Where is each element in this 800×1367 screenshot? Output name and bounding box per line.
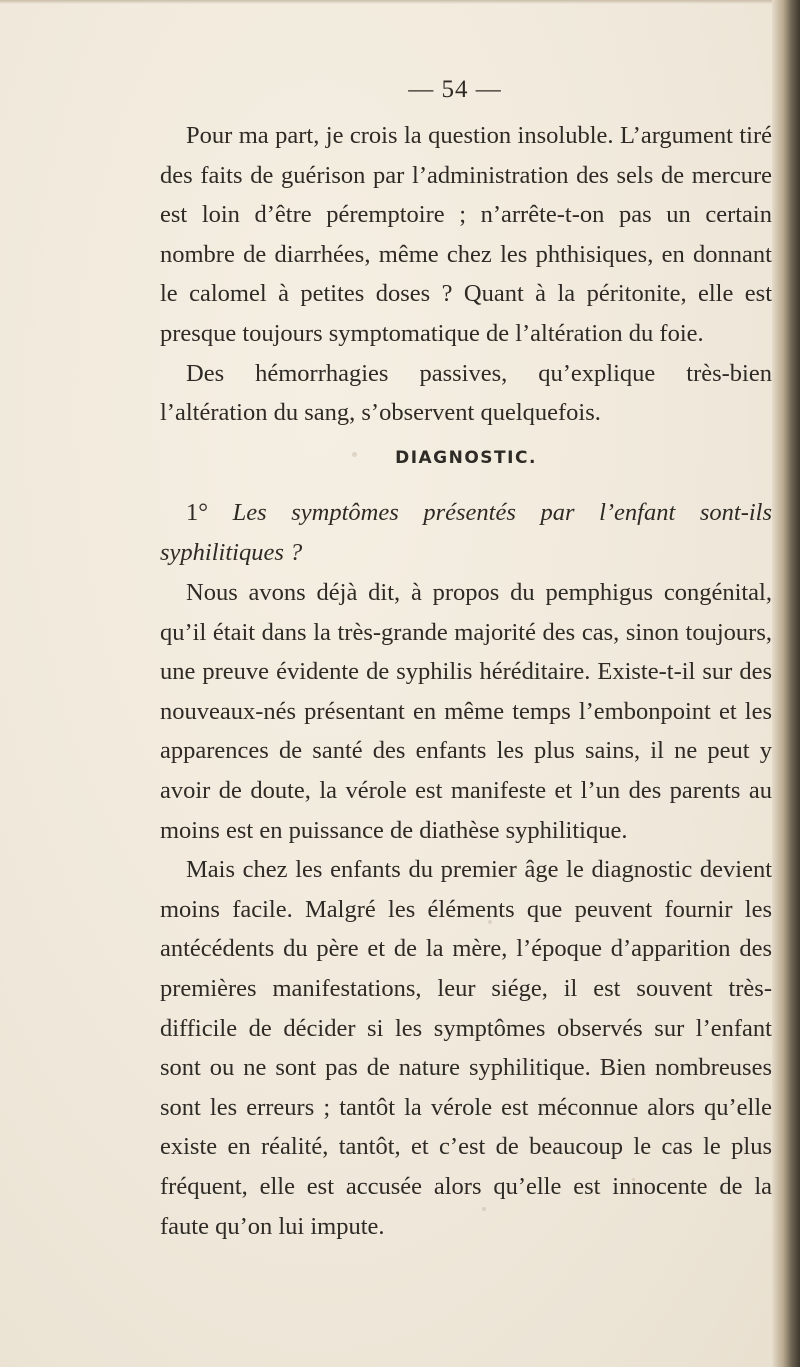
paragraph: Pour ma part, je crois la question insoluble. L’argument tiré des faits de guérison par l’administration des sels de mercure est loin d’être péremptoire ; n’arrête-t-on pas un certain nombre de diarrhées, même chez les phthisiques, en donnant le calomel à petites doses ? Quant à la péritonite, elle est presque toujours symptomatique de l’altération du foie. (160, 122, 772, 347)
subsection-heading (160, 493, 772, 572)
paper-blemish (352, 452, 357, 457)
paragraph: Mais chez les enfants du premier âge le diagnostic devient moins facile. Malgré les éléments que peuvent fournir les antécédents du père et de la mère, l’époque d’apparition des premières manifestations, leur siége, il est souvent très-difficile de décider si les symptômes observés sur l’enfant sont ou ne sont pas de nature syphilitique. Bien nombreuses sont les erreurs ; tantôt la vérole est méconnue alors qu’elle existe en réalité, tantôt, et c’est de beaucoup le cas le plus fréquent, elle est accusée alors qu’elle est innocente de la faute qu’on lui impute. (160, 856, 772, 1240)
page-top-edge (0, 0, 772, 4)
paragraph: Des hémorrhagies passives, qu’explique très-bien l’altération du sang, s’observent quelquefois. (160, 359, 772, 427)
paragraph: Nous avons déjà dit, à propos du pemphigus congénital, qu’il était dans la très-grande majorité des cas, sinon toujours, une preuve évidente de syphilis héréditaire. Existe-t-il sur des nouveaux-nés présentant en même temps l’embonpoint et les apparences de santé des enfants les plus sains, il ne peut y avoir de doute, la vérole est manifeste et l’un des parents au moins est en puissance de diathèse syphilitique. (160, 579, 772, 844)
section-heading: DIAGNOSTIC. (395, 448, 537, 468)
paper-blemish (488, 920, 492, 924)
subsection-number: 1° (186, 499, 209, 526)
paper-blemish (482, 1207, 486, 1211)
text-block-intro (160, 116, 772, 433)
binding-edge (772, 0, 800, 1367)
page-number: — 54 — (408, 76, 502, 103)
subsection-title: Les symptômes présentés par l’enfant sont-ils syphilitiques ? (160, 499, 772, 566)
text-block-diagnostic (160, 573, 772, 1246)
paper-blemish (632, 1178, 635, 1181)
